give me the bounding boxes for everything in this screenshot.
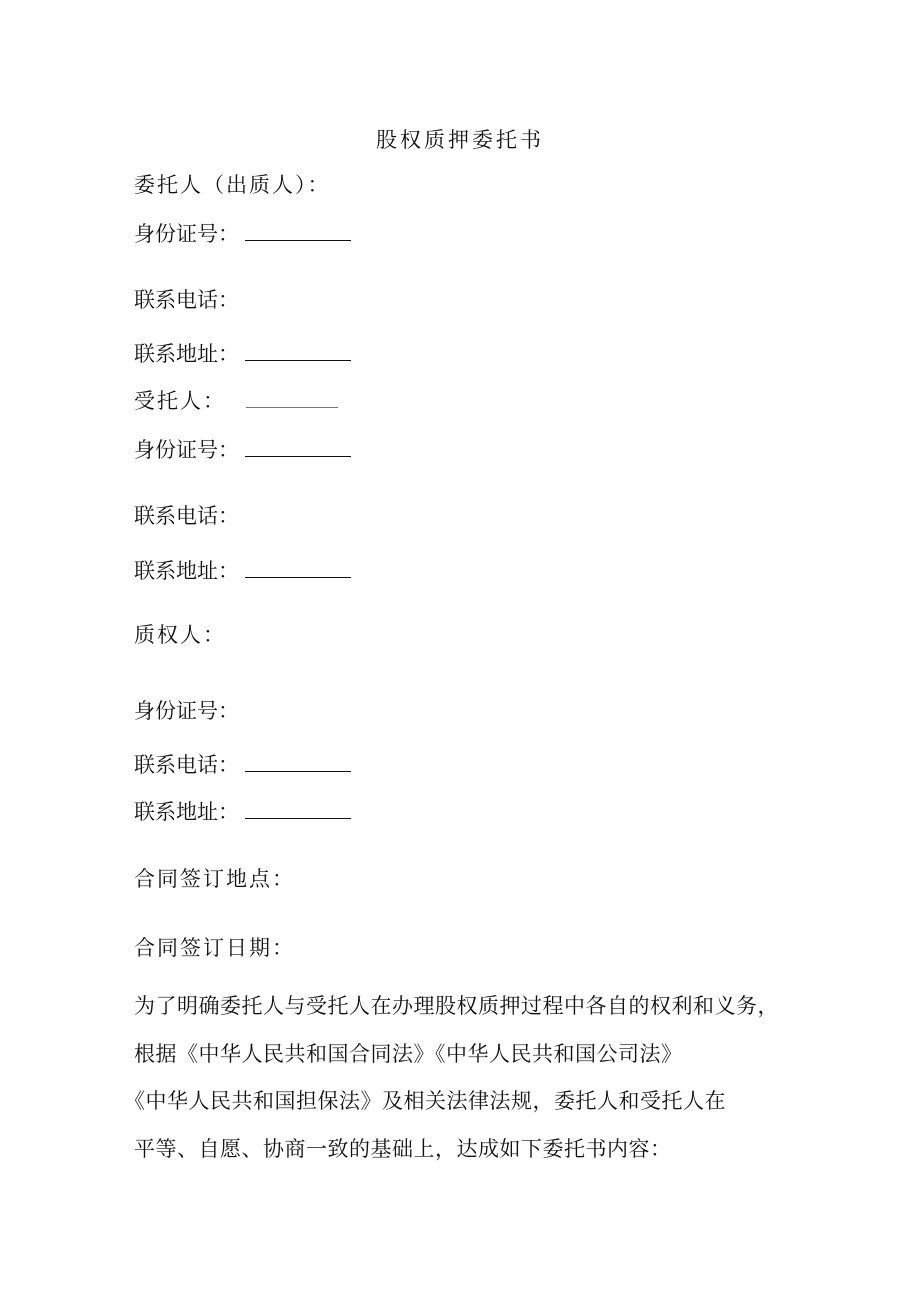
agent-id-row [134,434,351,465]
document-title: 股权质押委托书 [376,128,544,152]
pledgee-phone-label: 联系电话： [134,753,239,777]
principal-heading-label: 委托人（出质人）： [134,173,331,197]
principal-phone-label: 联系电话： [134,288,239,312]
pledgee-phone-blank[interactable] [245,749,351,772]
body-line-4: 平等、自愿、协商一致的基础上，达成如下委托书内容： [134,1137,672,1161]
agent-id-label: 身份证号： [134,438,239,462]
agent-address-row [134,555,351,586]
agent-phone-row [134,501,239,531]
pledgee-heading-label: 质权人： [134,623,226,647]
principal-address-label: 联系地址： [134,342,239,366]
body-line-3: 《中华人民共和国担保法》及相关法律法规，委托人和受托人在 [124,1089,726,1113]
agent-phone-label: 联系电话： [134,504,239,528]
principal-heading [134,170,331,200]
principal-id-row [134,218,351,249]
agent-name-blank[interactable] [246,385,338,408]
agent-address-blank[interactable] [245,555,351,578]
principal-id-label: 身份证号： [134,222,239,246]
agent-address-label: 联系地址： [134,559,239,583]
pledgee-id-row [134,696,239,726]
pledgee-id-label: 身份证号： [134,699,239,723]
sign-date-label: 合同签订日期： [134,936,295,960]
sign-place-row [134,864,295,894]
pledgee-address-label: 联系地址： [134,800,239,824]
pledgee-phone-row [134,749,351,780]
agent-heading-row [134,385,338,416]
principal-address-row [134,338,351,369]
principal-address-blank[interactable] [245,338,351,361]
body-line-1: 为了明确委托人与受托人在办理股权质押过程中各自的权利和义务， [134,994,779,1018]
pledgee-address-row [134,796,351,827]
agent-heading-label: 受托人： [134,389,226,413]
agent-id-blank[interactable] [245,434,351,457]
sign-date-row [134,933,295,963]
body-line-2: 根据《中华人民共和国合同法》《中华人民共和国公司法》 [134,1042,683,1066]
principal-phone-row [134,285,239,315]
principal-id-blank[interactable] [245,218,351,241]
pledgee-address-blank[interactable] [245,796,351,819]
pledgee-heading [134,620,226,650]
sign-place-label: 合同签订地点： [134,867,295,891]
